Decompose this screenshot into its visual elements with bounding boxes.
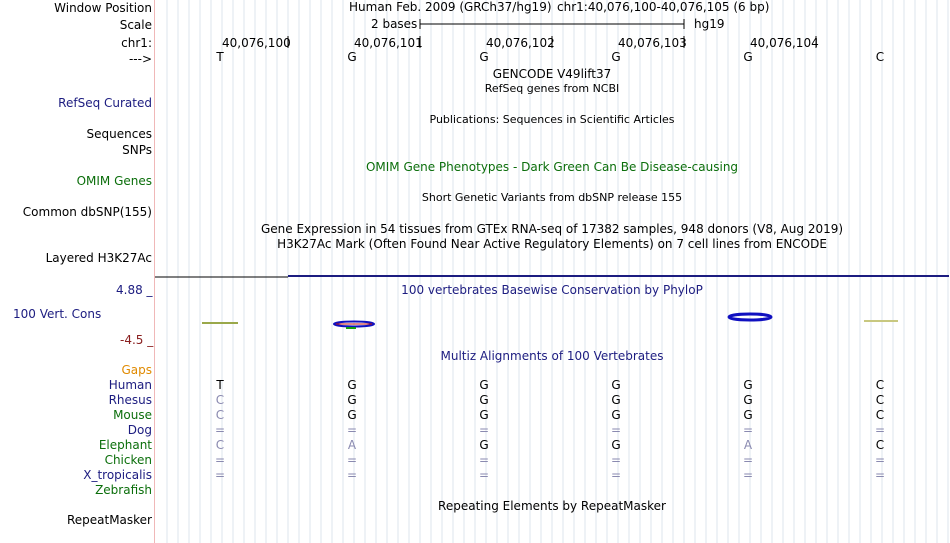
dbsnp-track-title[interactable]: Short Genetic Variants from dbSNP release 155: [421, 191, 683, 204]
gtex-track-title[interactable]: Gene Expression in 54 tissues from GTEx RNA-seq of 17382 samples, 948 donors (V8, Aug 2019): [260, 222, 844, 236]
coord-label: 40,076,100: [222, 36, 291, 50]
align-base: =: [478, 423, 490, 437]
multiz-track-title[interactable]: Multiz Alignments of 100 Vertebrates: [440, 349, 664, 363]
species-label-zebrafish[interactable]: Zebrafish: [95, 483, 152, 497]
phylop-mark-g2: [729, 314, 771, 320]
align-base: C: [215, 408, 225, 422]
repeatmasker-track-label[interactable]: RepeatMasker: [66, 513, 152, 527]
dbsnp-track-label[interactable]: Common dbSNP(155): [22, 205, 152, 219]
align-base: =: [214, 423, 226, 437]
align-base: C: [215, 393, 225, 407]
publications-track-label[interactable]: Sequences: [86, 127, 152, 141]
omim-pheno-track-title[interactable]: OMIM Gene Phenotypes - Dark Green Can Be Disease-causing: [365, 160, 739, 174]
assembly-text[interactable]: Human Feb. 2009 (GRCh37/hg19): [349, 0, 552, 14]
align-base: A: [743, 438, 753, 452]
scale-label: Scale: [119, 18, 152, 32]
align-base: =: [874, 468, 886, 482]
h3k27ac-track-title[interactable]: H3K27Ac Mark (Often Found Near Active Regulatory Elements) on 7 cell lines from ENCODE: [277, 237, 827, 251]
chrom-label: chr1:: [121, 36, 152, 50]
ref-base: G: [743, 50, 753, 64]
refseq-track-label[interactable]: RefSeq Curated: [58, 96, 152, 110]
align-base: G: [743, 378, 753, 392]
align-base: =: [742, 453, 754, 467]
phylop-ymin-label: -4.5 _: [120, 333, 154, 347]
align-base: A: [347, 438, 357, 452]
align-base: G: [743, 408, 753, 422]
align-base: =: [346, 423, 358, 437]
align-base: C: [875, 438, 885, 452]
align-base: =: [742, 468, 754, 482]
align-base: =: [874, 453, 886, 467]
align-base: C: [875, 408, 885, 422]
align-base: G: [479, 393, 489, 407]
align-base: G: [479, 378, 489, 392]
ref-base: T: [216, 50, 224, 64]
align-base: G: [611, 438, 621, 452]
coord-label: 40,076,104: [750, 36, 819, 50]
align-base: =: [346, 453, 358, 467]
align-base: =: [610, 423, 622, 437]
coord-label: 40,076,102: [486, 36, 555, 50]
ref-base: G: [347, 50, 357, 64]
coord-ticks: [0, 34, 950, 50]
conservation-track-title[interactable]: 100 vertebrates Basewise Conservation by PhyloP: [401, 283, 703, 297]
align-base: G: [611, 408, 621, 422]
align-base: C: [875, 393, 885, 407]
align-base: =: [874, 423, 886, 437]
align-base: =: [742, 423, 754, 437]
align-base: G: [347, 393, 357, 407]
align-base: =: [610, 468, 622, 482]
h3k27ac-signal: [0, 274, 950, 280]
align-base: =: [214, 468, 226, 482]
align-base: =: [478, 453, 490, 467]
species-label-human[interactable]: Human: [108, 378, 152, 392]
align-base: G: [347, 378, 357, 392]
species-label-mouse[interactable]: Mouse: [113, 408, 152, 422]
align-base: G: [611, 378, 621, 392]
coord-label: 40,076,103: [618, 36, 687, 50]
species-label-chicken[interactable]: Chicken: [104, 453, 152, 467]
refseq-track-title[interactable]: RefSeq genes from NCBI: [484, 82, 620, 95]
gencode-track-title[interactable]: GENCODE V49lift37: [492, 67, 612, 81]
align-base: =: [214, 453, 226, 467]
scale-text: 2 bases: [371, 17, 418, 31]
h3k27ac-track-label[interactable]: Layered H3K27Ac: [45, 251, 152, 265]
ref-base: G: [611, 50, 621, 64]
align-base: =: [346, 468, 358, 482]
align-base: G: [479, 438, 489, 452]
conservation-track-label[interactable]: 100 Vert. Cons: [13, 307, 102, 321]
species-label-rhesus[interactable]: Rhesus: [108, 393, 152, 407]
phylop-logos: [0, 305, 950, 345]
species-label-dog[interactable]: Dog: [127, 423, 152, 437]
species-label-x-tropicalis[interactable]: X_tropicalis: [83, 468, 152, 482]
align-base: =: [610, 453, 622, 467]
snps-track-label[interactable]: SNPs: [122, 143, 152, 157]
strand-label: --->: [128, 52, 152, 66]
window-position-label: Window Position: [54, 1, 152, 15]
align-base: C: [875, 378, 885, 392]
repeatmasker-track-title[interactable]: Repeating Elements by RepeatMasker: [438, 499, 666, 513]
align-base: C: [215, 438, 225, 452]
scale-bar: [419, 17, 689, 31]
gaps-label[interactable]: Gaps: [121, 363, 152, 377]
window-position-text[interactable]: chr1:40,076,100-40,076,105 (6 bp): [557, 0, 770, 14]
align-base: =: [478, 468, 490, 482]
species-label-elephant[interactable]: Elephant: [98, 438, 152, 452]
coord-label: 40,076,101: [354, 36, 423, 50]
ref-base: G: [479, 50, 489, 64]
phylop-ymax-label: 4.88 _: [116, 283, 153, 297]
publications-track-title[interactable]: Publications: Sequences in Scientific Articles: [429, 113, 675, 126]
align-base: G: [479, 408, 489, 422]
ref-base: C: [875, 50, 885, 64]
omim-genes-track-label[interactable]: OMIM Genes: [76, 174, 152, 188]
align-base: G: [743, 393, 753, 407]
align-base: G: [347, 408, 357, 422]
align-base: T: [216, 378, 224, 392]
align-base: G: [611, 393, 621, 407]
db-text: hg19: [694, 17, 725, 31]
